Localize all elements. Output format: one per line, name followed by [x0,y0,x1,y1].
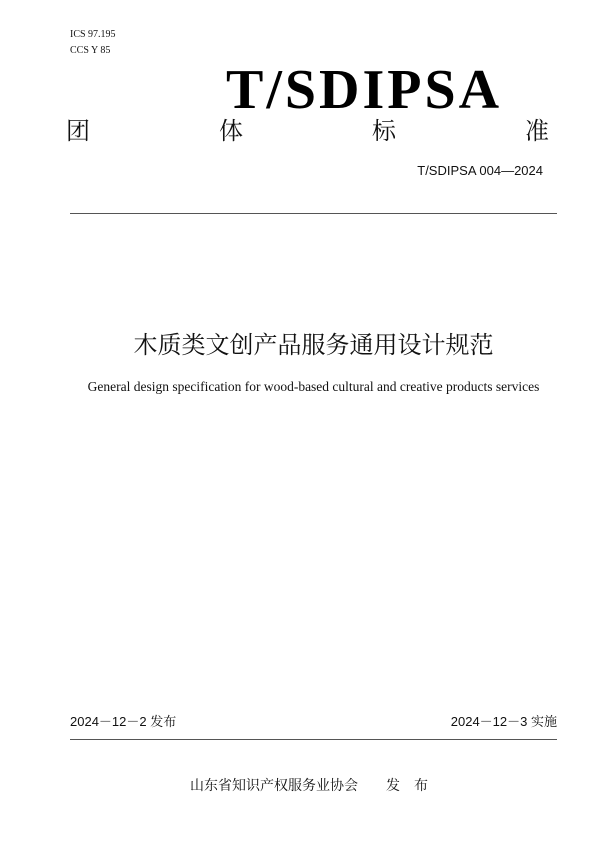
standard-type-char: 标 [372,117,396,145]
standard-type-char: 准 [525,117,549,145]
ics-code: ICS 97.195 [70,29,116,40]
standard-type-char: 体 [219,117,243,145]
standard-type-heading [66,117,549,145]
standard-type-char: 团 [66,117,90,145]
publisher-name: 山东省知识产权服务业协会 [190,778,358,794]
document-title-chinese: 木质类文创产品服务通用设计规范 [133,331,494,359]
bottom-divider [70,739,557,740]
implement-date: 2024－12－3 实施 [450,714,557,729]
publisher-action: 发 布 [386,778,428,794]
publish-date: 2024－12－2 发布 [70,714,177,729]
top-divider [70,213,557,214]
document-title-english: General design specification for wood-based cultural and creative products services [87,379,540,394]
ccs-code: CCS Y 85 [70,45,111,56]
standard-logo: T/SDIPSA [226,59,503,121]
standard-number: T/SDIPSA 004—2024 [417,163,543,178]
